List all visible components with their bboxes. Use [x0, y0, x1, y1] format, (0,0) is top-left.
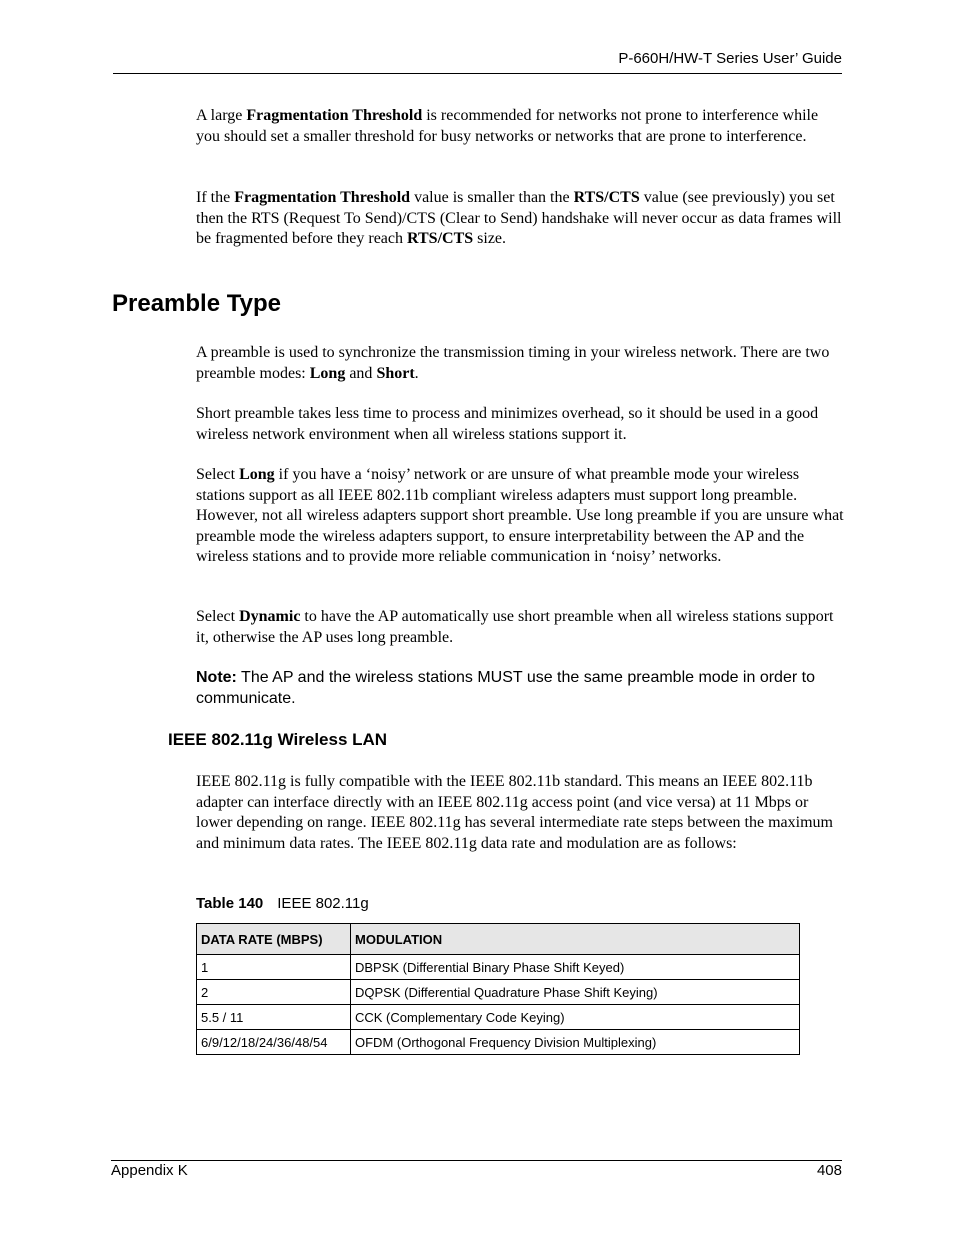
bold-term: Fragmentation Threshold: [246, 107, 423, 124]
footer-rule: [111, 1160, 842, 1161]
column-header-modulation: MODULATION: [351, 924, 800, 955]
paragraph-preamble-intro: A preamble is used to synchronize the transmission timing in your wireless network. There are two preamble modes: Long and Short.: [196, 344, 830, 382]
bold-term: Fragmentation Threshold: [234, 189, 411, 206]
table-cell-modulation: DBPSK (Differential Binary Phase Shift Keyed): [351, 955, 800, 980]
table-cell-data-rate: 5.5 / 11: [197, 1005, 351, 1030]
data-rate-table: [196, 923, 800, 1055]
paragraph-long-preamble: Select Long if you have a ‘noisy’ network or are unsure of what preamble mode your wireless stations support as all IEEE 802.11b compliant wireless adapters must support long preamble. However, not all wireless adapters support short preamble. Use long preamble if you are unsure what preamble mode the wireless adapters support, to ensure interpretability between the AP and the wireless stations and to provide more reliable communication in ‘noisy’ networks.: [196, 466, 844, 565]
paragraph-fragmentation-2: If the Fragmentation Threshold value is smaller than the RTS/CTS value (see previously) you set then the RTS (Request To Send)/CTS (Clear to Send) handshake will never occur as data frames will be fragmented before they reach RTS/CTS size.: [196, 189, 842, 247]
bold-term: Long: [239, 466, 275, 483]
table-row: [197, 980, 800, 1005]
table-cell-data-rate: 2: [197, 980, 351, 1005]
note-callout: Note: The AP and the wireless stations MUST use the same preamble mode in order to communicate.: [196, 669, 815, 707]
table-row: [197, 1005, 800, 1030]
table-cell-data-rate: 6/9/12/18/24/36/48/54: [197, 1030, 351, 1055]
table-caption: [196, 895, 369, 912]
table-cell-data-rate: 1: [197, 955, 351, 980]
table-header-row: [197, 924, 800, 955]
footer-section-label: Appendix K: [111, 1162, 188, 1179]
header-rule: [113, 73, 842, 74]
bold-term: RTS/CTS: [407, 230, 474, 247]
table-cell-modulation: CCK (Complementary Code Keying): [351, 1005, 800, 1030]
table-caption-label: Table 140: [196, 895, 264, 912]
note-label: Note:: [196, 669, 237, 686]
paragraph-dynamic-preamble: Select Dynamic to have the AP automatically use short preamble when all wireless stations support it, otherwise the AP uses long preamble.: [196, 608, 834, 646]
section-heading-preamble-type: Preamble Type: [112, 290, 281, 317]
column-header-data-rate: DATA RATE (MBPS): [197, 924, 351, 955]
table-cell-modulation: OFDM (Orthogonal Frequency Division Multiplexing): [351, 1030, 800, 1055]
table-cell-modulation: DQPSK (Differential Quadrature Phase Shift Keying): [351, 980, 800, 1005]
paragraph-fragmentation-1: A large Fragmentation Threshold is recommended for networks not prone to interference while you should set a smaller threshold for busy networks or networks that are prone to interference.: [196, 107, 819, 145]
paragraph-ieee-80211g: IEEE 802.11g is fully compatible with the IEEE 802.11b standard. This means an IEEE 802.11b adapter can interface directly with an IEEE 802.11g access point (and vice versa) at 11 Mbps or lower depending on range. IEEE 802.11g has several intermediate rate steps between the maximum and minimum data rates. The IEEE 802.11g data rate and modulation are as follows:: [196, 773, 833, 852]
bold-term: Short: [376, 364, 415, 382]
table-caption-text: IEEE 802.11g: [277, 895, 369, 912]
table-row: [197, 1030, 800, 1055]
running-header: P-660H/HW-T Series User’ Guide: [618, 50, 842, 67]
bold-term: Dynamic: [239, 608, 301, 625]
subsection-heading-ieee-80211g: IEEE 802.11g Wireless LAN: [168, 730, 388, 749]
bold-term: RTS/CTS: [573, 189, 640, 206]
page-number: 408: [816, 1162, 842, 1179]
bold-term: Long: [309, 364, 346, 382]
paragraph-short-preamble: Short preamble takes less time to process and minimizes overhead, so it should be used in a good wireless network environment when all wireless stations support it.: [196, 405, 819, 443]
table-row: [197, 955, 800, 980]
